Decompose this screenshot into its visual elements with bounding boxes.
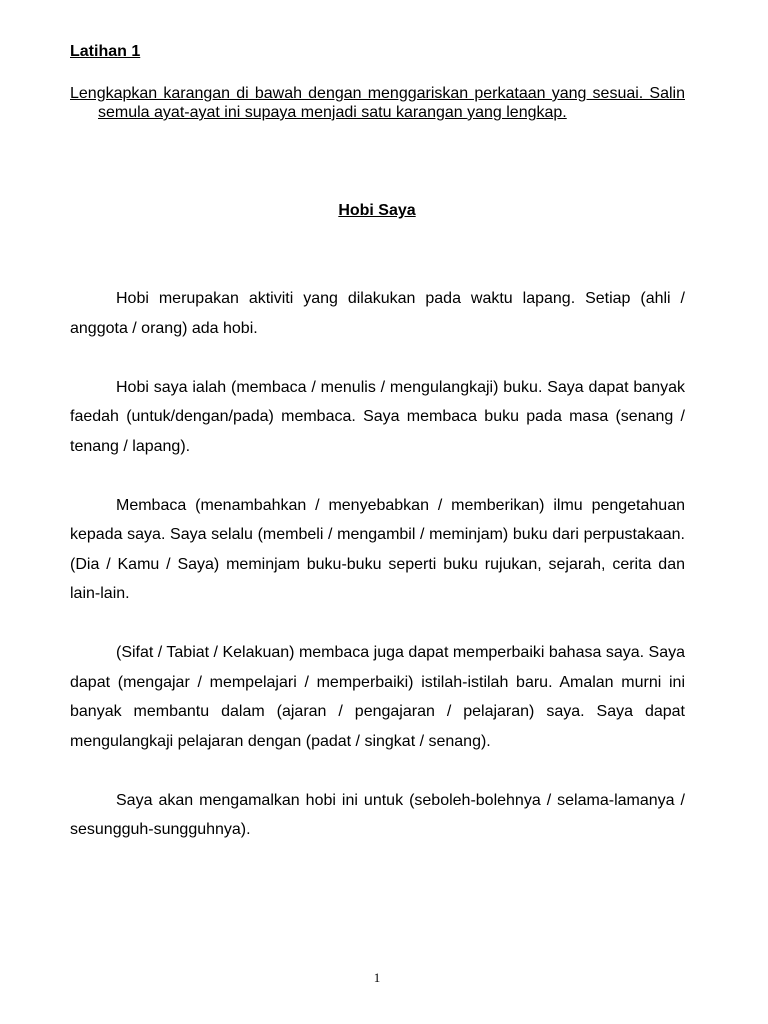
essay-paragraph-5: Saya akan mengamalkan hobi ini untuk (seboleh-bolehnya / selama-lamanya / sesungguh-sungguhnya). bbox=[70, 791, 685, 838]
essay-paragraph-1: Hobi merupakan aktiviti yang dilakukan pada waktu lapang. Setiap (ahli / anggota / orang) ada hobi. bbox=[70, 290, 685, 337]
exercise-title: Latihan 1 bbox=[70, 43, 141, 60]
essay-paragraph-4: (Sifat / Tabiat / Kelakuan) membaca juga dapat memperbaiki bahasa saya. Saya dapat (mengajar / mempelajari / memperbaiki) istilah-istilah baru. Amalan murni ini banyak membantu dalam (ajaran / pengajaran / pelajaran) saya. Saya dapat mengulangkaji pelajaran dengan (padat / singkat / senang). bbox=[70, 644, 685, 750]
essay-paragraph-3: Membaca (menambahkan / menyebabkan / memberikan) ilmu pengetahuan kepada saya. Saya selalu (membeli / mengambil / meminjam) buku dari perpustakaan. (Dia / Kamu / Saya) meminjam buku-buku seperti buku rujukan, sejarah, cerita dan lain-lain. bbox=[70, 496, 685, 602]
essay-title-wrapper bbox=[0, 202, 754, 220]
page-number: 1 bbox=[373, 970, 381, 985]
essay-title: Hobi Saya bbox=[338, 202, 416, 219]
exercise-instruction: Lengkapkan karangan di bawah dengan menggariskan perkataan yang sesuai. Salin semula ayat-ayat ini supaya menjadi satu karangan yang lengkap. bbox=[70, 85, 685, 121]
essay-body bbox=[70, 284, 685, 874]
essay-paragraph-2: Hobi saya ialah (membaca / menulis / mengulangkaji) buku. Saya dapat banyak faedah (untuk/dengan/pada) membaca. Saya membaca buku pada masa (senang / tenang / lapang). bbox=[70, 378, 685, 455]
